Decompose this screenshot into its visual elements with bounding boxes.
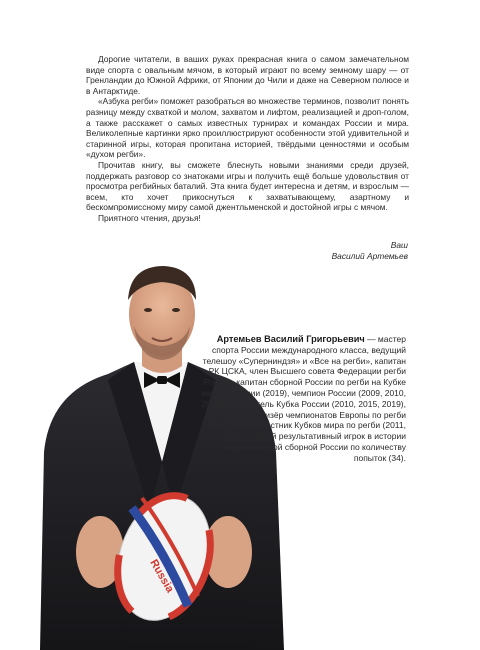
ball-brand-text: Russia bbox=[147, 557, 176, 595]
foreword-paragraph-2: «Азбука регби» поможет разобраться во множестве терминов, позволит понять разницу между схваткой и молом, захватом и лифтом, реализацией и дроп-голом, а также расскажет о самых известных турнирах и командах России и мира. Великолепные картинки ярко проиллюстрируют особенности этой удивительной и старинной игры, которая пропитана историей, твёрдыми ценностями и особым «духом регби». bbox=[86, 96, 409, 160]
signature-name: Василий Артемьев bbox=[331, 251, 408, 261]
foreword-paragraph-1: Дорогие читатели, в ваших руках прекрасная книга о самом замечательном виде спорта с овальным мячом, в который играют по всему земному шару — от Гренландии до Южной Африки, от Японии до Чили и даже на Северном полюсе и в Антарктиде. bbox=[86, 54, 409, 96]
author-bio bbox=[200, 334, 406, 464]
foreword-text bbox=[86, 54, 409, 224]
foreword-paragraph-3: Прочитав книгу, вы сможете блеснуть новыми знаниями среди друзей, поддержать разговор со знатоками игры и получить ещё больше удовольствия от просмотра регбийных баталий. Эта книга будет интересна и детям, и взрослым — всем, кто хочет прикоснуться к захватывающему, азартному и бескомпромиссному миру самой джентльменской и достойной игры с мячом. bbox=[86, 159, 409, 213]
foreword-paragraph-4: Приятного чтения, друзья! bbox=[98, 212, 201, 223]
author-bio-text: — мастер спорта России международного класса, ведущий телешоу «Суперниндзя» и «Все на регби», капитан РК ЦСКА, член Высшего совета Федерации регби России, капитан сборной России по регби на Кубке мира в Японии (2019), чемпион России (2009, 2010, 2015), обладатель Кубка России (2010, 2015, 2019), серебряный призёр чемпионатов Европы по регби (2010, 2018), участник Кубков мира по регби (2011, 2019), самый результативный игрок в истории национальной сборной России по количеству попыток (34). bbox=[201, 334, 406, 463]
signature bbox=[332, 240, 408, 262]
signature-greeting: Ваш bbox=[390, 240, 408, 250]
author-name: Артемьев Василий Григорьевич bbox=[216, 334, 365, 344]
